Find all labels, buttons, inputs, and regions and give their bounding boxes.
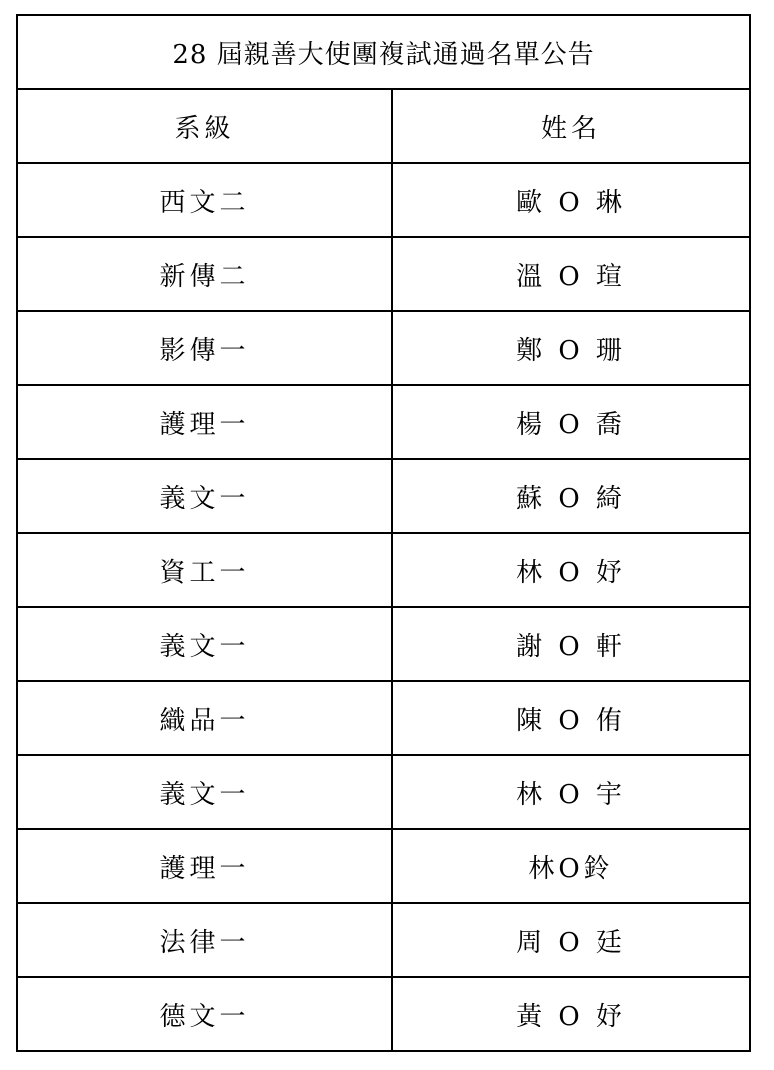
table-row	[17, 755, 750, 829]
table-row	[17, 607, 750, 681]
passed-list-table	[16, 14, 751, 1052]
name-cell: 陳 O 侑	[392, 681, 750, 755]
department-cell: 西文二	[17, 163, 392, 237]
table-row	[17, 903, 750, 977]
department-cell: 資工一	[17, 533, 392, 607]
name-cell: 蘇 O 綺	[392, 459, 750, 533]
department-cell: 護理一	[17, 829, 392, 903]
column-header-row	[17, 89, 750, 163]
name-cell: 林O鈴	[392, 829, 750, 903]
name-cell: 黃 O 妤	[392, 977, 750, 1051]
name-cell: 鄭 O 珊	[392, 311, 750, 385]
table-row	[17, 385, 750, 459]
table-row	[17, 829, 750, 903]
table-row	[17, 237, 750, 311]
name-cell: 林 O 宇	[392, 755, 750, 829]
department-cell: 護理一	[17, 385, 392, 459]
roster-body	[17, 163, 750, 1051]
column-header-name: 姓名	[392, 89, 750, 163]
announcement-sheet	[16, 14, 749, 1052]
name-cell: 歐 O 琳	[392, 163, 750, 237]
announcement-title: 28 屆親善大使團複試通過名單公告	[17, 15, 750, 89]
name-cell: 溫 O 瑄	[392, 237, 750, 311]
table-row	[17, 163, 750, 237]
department-cell: 影傳一	[17, 311, 392, 385]
table-row	[17, 681, 750, 755]
title-row	[17, 15, 750, 89]
department-cell: 法律一	[17, 903, 392, 977]
department-cell: 義文一	[17, 755, 392, 829]
table-row	[17, 311, 750, 385]
table-row	[17, 977, 750, 1051]
table-row	[17, 533, 750, 607]
department-cell: 織品一	[17, 681, 392, 755]
column-header-department: 系級	[17, 89, 392, 163]
name-cell: 周 O 廷	[392, 903, 750, 977]
table-row	[17, 459, 750, 533]
department-cell: 義文一	[17, 459, 392, 533]
name-cell: 謝 O 軒	[392, 607, 750, 681]
name-cell: 楊 O 喬	[392, 385, 750, 459]
name-cell: 林 O 妤	[392, 533, 750, 607]
department-cell: 新傳二	[17, 237, 392, 311]
department-cell: 義文一	[17, 607, 392, 681]
department-cell: 德文一	[17, 977, 392, 1051]
